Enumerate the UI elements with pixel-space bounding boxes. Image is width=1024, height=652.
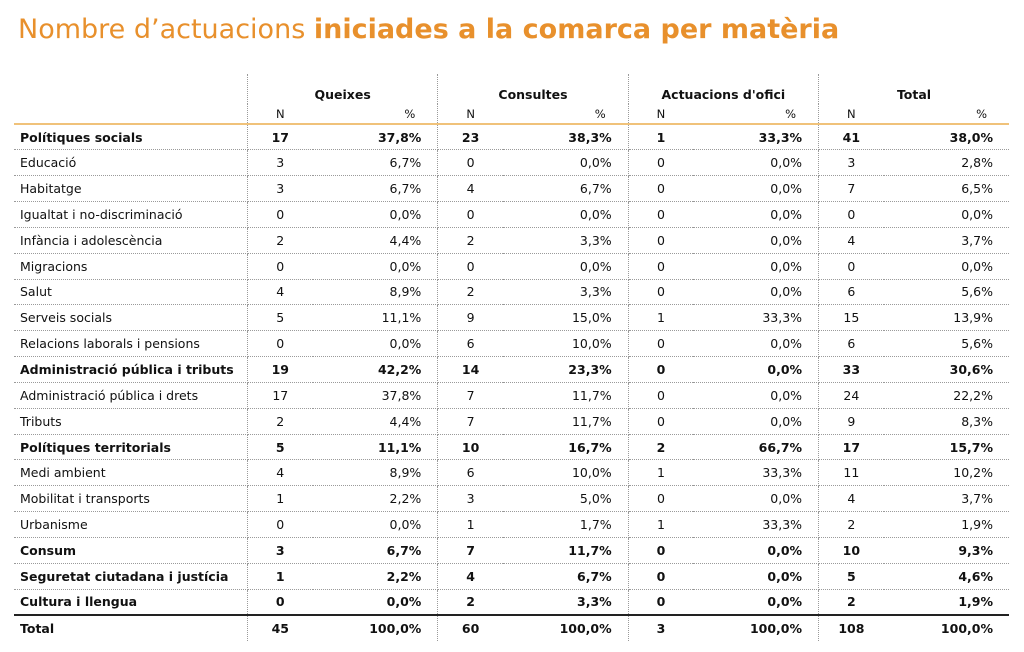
cell-total-n: 2 bbox=[819, 512, 884, 538]
cell-ofici-n: 0 bbox=[628, 589, 693, 615]
cell-consultes-n: 2 bbox=[438, 589, 503, 615]
row-label: Polítiques territorials bbox=[14, 434, 247, 460]
subheader-n: N bbox=[628, 104, 693, 124]
cell-consultes-pct: 0,0% bbox=[503, 253, 628, 279]
cell-total-n: 11 bbox=[819, 460, 884, 486]
cell-total-n: 0 bbox=[819, 202, 884, 228]
cell-total-pct: 10,2% bbox=[884, 460, 1009, 486]
table-row bbox=[14, 434, 1009, 460]
table-row bbox=[14, 305, 1009, 331]
cell-consultes-n: 6 bbox=[438, 460, 503, 486]
page-title-light: Nombre d’actuacions bbox=[18, 14, 314, 45]
cell-consultes-n: 14 bbox=[438, 357, 503, 383]
table-row bbox=[14, 589, 1009, 615]
cell-queixes-n: 17 bbox=[247, 124, 312, 150]
table-row bbox=[14, 202, 1009, 228]
cell-total-pct: 15,7% bbox=[884, 434, 1009, 460]
cell-queixes-pct: 4,4% bbox=[313, 227, 438, 253]
row-label: Administració pública i drets bbox=[14, 382, 247, 408]
cell-consultes-n: 1 bbox=[438, 512, 503, 538]
cell-total-pct: 5,6% bbox=[884, 279, 1009, 305]
cell-consultes-n: 60 bbox=[461, 620, 480, 636]
cell-total-pct: 5,6% bbox=[884, 331, 1009, 357]
cell-consultes-n: 10 bbox=[438, 434, 503, 460]
subheader-n: N bbox=[438, 104, 503, 124]
cell-total-pct: 0,0% bbox=[884, 253, 1009, 279]
row-label: Igualtat i no-discriminació bbox=[14, 202, 247, 228]
cell-consultes-pct: 23,3% bbox=[503, 357, 628, 383]
subheader-n: N bbox=[819, 104, 884, 124]
table-subheader-row bbox=[14, 104, 1009, 124]
cell-consultes-n: 7 bbox=[438, 538, 503, 564]
cell-queixes-pct: 4,4% bbox=[313, 408, 438, 434]
row-label: Salut bbox=[14, 279, 247, 305]
page-title bbox=[18, 14, 839, 45]
cell-total-n: 15 bbox=[819, 305, 884, 331]
cell-ofici-n: 3 bbox=[656, 620, 666, 636]
cell-consultes-pct: 15,0% bbox=[503, 305, 628, 331]
table-row bbox=[14, 331, 1009, 357]
table-row bbox=[14, 512, 1009, 538]
row-label: Habitatge bbox=[14, 176, 247, 202]
header-actuacions-ofici: Actuacions d'ofici bbox=[628, 74, 818, 104]
cell-total-pct: 0,0% bbox=[884, 202, 1009, 228]
cell-ofici-n: 0 bbox=[628, 202, 693, 228]
row-label: Cultura i llengua bbox=[14, 589, 247, 615]
cell-total-pct: 3,7% bbox=[884, 486, 1009, 512]
cell-total-pct: 2,8% bbox=[884, 150, 1009, 176]
cell-queixes-n: 3 bbox=[247, 176, 312, 202]
cell-ofici-n: 1 bbox=[628, 512, 693, 538]
cell-queixes-pct: 11,1% bbox=[313, 434, 438, 460]
cell-consultes-n: 4 bbox=[438, 563, 503, 589]
cell-total-pct: 6,5% bbox=[884, 176, 1009, 202]
cell-ofici-pct: 0,0% bbox=[693, 589, 818, 615]
cell-ofici-n: 0 bbox=[628, 563, 693, 589]
total-row bbox=[14, 615, 1009, 641]
header-total: Total bbox=[896, 87, 932, 102]
cell-consultes-pct: 6,7% bbox=[503, 176, 628, 202]
cell-queixes-n: 0 bbox=[247, 253, 312, 279]
table-row bbox=[14, 124, 1009, 150]
cell-queixes-n: 5 bbox=[247, 434, 312, 460]
cell-ofici-pct: 0,0% bbox=[693, 486, 818, 512]
cell-queixes-pct: 0,0% bbox=[313, 331, 438, 357]
cell-queixes-n: 3 bbox=[247, 538, 312, 564]
cell-queixes-pct: 8,9% bbox=[313, 460, 438, 486]
cell-total-n: 4 bbox=[819, 486, 884, 512]
cell-ofici-n: 0 bbox=[628, 486, 693, 512]
cell-total-n: 24 bbox=[819, 382, 884, 408]
cell-total-n: 5 bbox=[819, 563, 884, 589]
cell-ofici-pct: 0,0% bbox=[693, 176, 818, 202]
cell-total-pct: 38,0% bbox=[884, 124, 1009, 150]
cell-consultes-pct: 3,3% bbox=[503, 279, 628, 305]
cell-total-n: 6 bbox=[819, 331, 884, 357]
cell-queixes-pct: 37,8% bbox=[313, 124, 438, 150]
cell-ofici-pct: 100,0% bbox=[693, 615, 818, 641]
table-group-header-row bbox=[14, 74, 1009, 104]
cell-consultes-pct: 11,7% bbox=[503, 408, 628, 434]
cell-ofici-pct: 0,0% bbox=[693, 253, 818, 279]
cell-queixes-n: 1 bbox=[247, 486, 312, 512]
cell-consultes-pct: 100,0% bbox=[503, 615, 628, 641]
table-row bbox=[14, 176, 1009, 202]
row-label: Infància i adolescència bbox=[14, 227, 247, 253]
header-blank bbox=[14, 74, 247, 104]
table-row bbox=[14, 279, 1009, 305]
cell-total-pct: 4,6% bbox=[884, 563, 1009, 589]
cell-queixes-pct: 6,7% bbox=[313, 538, 438, 564]
cell-ofici-pct: 0,0% bbox=[693, 538, 818, 564]
cell-consultes-n: 2 bbox=[438, 279, 503, 305]
cell-consultes-n: 2 bbox=[438, 227, 503, 253]
table-row bbox=[14, 460, 1009, 486]
cell-queixes-pct: 6,7% bbox=[313, 150, 438, 176]
cell-total-n: 3 bbox=[819, 150, 884, 176]
cell-queixes-pct: 6,7% bbox=[313, 176, 438, 202]
cell-queixes-n: 4 bbox=[247, 279, 312, 305]
cell-ofici-n: 0 bbox=[628, 357, 693, 383]
cell-total-n: 6 bbox=[819, 279, 884, 305]
cell-total-n: 7 bbox=[819, 176, 884, 202]
table-row bbox=[14, 408, 1009, 434]
cell-queixes-n: 45 bbox=[271, 620, 289, 636]
cell-queixes-pct: 0,0% bbox=[313, 589, 438, 615]
cell-ofici-n: 0 bbox=[628, 331, 693, 357]
cell-ofici-pct: 33,3% bbox=[693, 512, 818, 538]
cell-ofici-pct: 0,0% bbox=[693, 150, 818, 176]
cell-queixes-n: 0 bbox=[247, 202, 312, 228]
table-row bbox=[14, 382, 1009, 408]
cell-total-n: 41 bbox=[819, 124, 884, 150]
cell-ofici-pct: 0,0% bbox=[693, 408, 818, 434]
cell-queixes-n: 17 bbox=[247, 382, 312, 408]
cell-ofici-pct: 66,7% bbox=[693, 434, 818, 460]
row-label: Mobilitat i transports bbox=[14, 486, 247, 512]
row-label: Medi ambient bbox=[14, 460, 247, 486]
cell-consultes-n: 7 bbox=[438, 408, 503, 434]
cell-total-pct: 1,9% bbox=[884, 589, 1009, 615]
row-label: Polítiques socials bbox=[14, 124, 247, 150]
cell-consultes-n: 4 bbox=[438, 176, 503, 202]
row-label: Administració pública i tributs bbox=[14, 357, 247, 383]
cell-ofici-pct: 0,0% bbox=[693, 382, 818, 408]
cell-queixes-n: 4 bbox=[247, 460, 312, 486]
statistics-table bbox=[14, 74, 1009, 641]
cell-queixes-pct: 0,0% bbox=[313, 253, 438, 279]
cell-queixes-n: 1 bbox=[247, 563, 312, 589]
table-row bbox=[14, 357, 1009, 383]
cell-queixes-n: 0 bbox=[247, 512, 312, 538]
table-row bbox=[14, 227, 1009, 253]
cell-queixes-pct: 0,0% bbox=[313, 512, 438, 538]
cell-ofici-pct: 33,3% bbox=[693, 460, 818, 486]
subheader-pct: % bbox=[884, 104, 1009, 124]
cell-total-n: 33 bbox=[819, 357, 884, 383]
header-consultes: Consultes bbox=[438, 74, 628, 104]
subheader-n: N bbox=[247, 104, 312, 124]
cell-queixes-n: 19 bbox=[247, 357, 312, 383]
table-row bbox=[14, 563, 1009, 589]
cell-queixes-pct: 11,1% bbox=[313, 305, 438, 331]
cell-total-pct: 30,6% bbox=[884, 357, 1009, 383]
cell-ofici-n: 2 bbox=[628, 434, 693, 460]
cell-total-n: 10 bbox=[819, 538, 884, 564]
cell-ofici-n: 0 bbox=[628, 279, 693, 305]
cell-total-n: 9 bbox=[819, 408, 884, 434]
cell-total-pct: 100,0% bbox=[940, 620, 993, 636]
cell-queixes-pct: 8,9% bbox=[313, 279, 438, 305]
cell-consultes-n: 9 bbox=[438, 305, 503, 331]
table-row bbox=[14, 150, 1009, 176]
cell-queixes-pct: 42,2% bbox=[313, 357, 438, 383]
row-label: Urbanisme bbox=[14, 512, 247, 538]
row-label: Consum bbox=[14, 538, 247, 564]
cell-consultes-pct: 16,7% bbox=[503, 434, 628, 460]
cell-consultes-pct: 0,0% bbox=[503, 202, 628, 228]
table-row bbox=[14, 253, 1009, 279]
cell-ofici-n: 0 bbox=[628, 227, 693, 253]
subheader-blank bbox=[14, 104, 247, 124]
cell-queixes-pct: 100,0% bbox=[313, 615, 438, 641]
cell-ofici-pct: 0,0% bbox=[693, 357, 818, 383]
cell-total-pct: 13,9% bbox=[884, 305, 1009, 331]
cell-ofici-n: 0 bbox=[628, 382, 693, 408]
cell-consultes-pct: 1,7% bbox=[503, 512, 628, 538]
cell-queixes-pct: 37,8% bbox=[313, 382, 438, 408]
cell-ofici-n: 0 bbox=[628, 538, 693, 564]
cell-consultes-n: 7 bbox=[438, 382, 503, 408]
cell-total-n: 2 bbox=[819, 589, 884, 615]
cell-ofici-n: 0 bbox=[628, 150, 693, 176]
total-label: Total bbox=[14, 615, 247, 641]
cell-consultes-pct: 3,3% bbox=[503, 227, 628, 253]
cell-ofici-pct: 33,3% bbox=[693, 124, 818, 150]
cell-queixes-n: 2 bbox=[247, 227, 312, 253]
cell-consultes-n: 3 bbox=[438, 486, 503, 512]
cell-consultes-pct: 6,7% bbox=[503, 563, 628, 589]
cell-total-n: 0 bbox=[819, 253, 884, 279]
cell-consultes-pct: 10,0% bbox=[503, 460, 628, 486]
table-body bbox=[14, 124, 1009, 641]
page-title-bold: iniciades a la comarca per matèria bbox=[313, 14, 840, 45]
cell-consultes-pct: 3,3% bbox=[503, 589, 628, 615]
cell-consultes-n: 23 bbox=[438, 124, 503, 150]
cell-queixes-pct: 2,2% bbox=[313, 563, 438, 589]
row-label: Serveis socials bbox=[14, 305, 247, 331]
cell-total-pct: 9,3% bbox=[884, 538, 1009, 564]
cell-total-n: 108 bbox=[838, 620, 865, 636]
cell-consultes-pct: 10,0% bbox=[503, 331, 628, 357]
cell-ofici-n: 1 bbox=[628, 460, 693, 486]
row-label: Educació bbox=[14, 150, 247, 176]
cell-consultes-n: 0 bbox=[438, 202, 503, 228]
cell-total-n: 17 bbox=[819, 434, 884, 460]
cell-consultes-pct: 11,7% bbox=[503, 382, 628, 408]
cell-total-n: 4 bbox=[819, 227, 884, 253]
cell-consultes-pct: 0,0% bbox=[503, 150, 628, 176]
cell-ofici-pct: 0,0% bbox=[693, 331, 818, 357]
table-row bbox=[14, 538, 1009, 564]
subheader-pct: % bbox=[503, 104, 628, 124]
subheader-pct: % bbox=[313, 104, 438, 124]
cell-queixes-n: 5 bbox=[247, 305, 312, 331]
cell-ofici-n: 0 bbox=[628, 408, 693, 434]
cell-queixes-pct: 2,2% bbox=[313, 486, 438, 512]
cell-consultes-n: 0 bbox=[438, 253, 503, 279]
cell-total-pct: 22,2% bbox=[884, 382, 1009, 408]
cell-ofici-pct: 33,3% bbox=[693, 305, 818, 331]
cell-ofici-n: 0 bbox=[628, 253, 693, 279]
cell-consultes-pct: 38,3% bbox=[503, 124, 628, 150]
cell-total-pct: 8,3% bbox=[884, 408, 1009, 434]
table-row bbox=[14, 486, 1009, 512]
cell-queixes-n: 0 bbox=[247, 589, 312, 615]
cell-queixes-pct: 0,0% bbox=[313, 202, 438, 228]
cell-ofici-pct: 0,0% bbox=[693, 279, 818, 305]
header-queixes: Queixes bbox=[247, 74, 437, 104]
cell-total-pct: 1,9% bbox=[884, 512, 1009, 538]
row-label: Migracions bbox=[14, 253, 247, 279]
cell-ofici-n: 0 bbox=[628, 176, 693, 202]
row-label: Relacions laborals i pensions bbox=[14, 331, 247, 357]
cell-consultes-n: 6 bbox=[438, 331, 503, 357]
cell-consultes-pct: 5,0% bbox=[503, 486, 628, 512]
cell-consultes-n: 0 bbox=[438, 150, 503, 176]
cell-consultes-pct: 11,7% bbox=[503, 538, 628, 564]
cell-queixes-n: 3 bbox=[247, 150, 312, 176]
row-label: Seguretat ciutadana i justícia bbox=[14, 563, 247, 589]
cell-ofici-n: 1 bbox=[628, 124, 693, 150]
cell-total-pct: 3,7% bbox=[884, 227, 1009, 253]
cell-queixes-n: 0 bbox=[247, 331, 312, 357]
row-label: Tributs bbox=[14, 408, 247, 434]
cell-ofici-pct: 0,0% bbox=[693, 563, 818, 589]
cell-queixes-n: 2 bbox=[247, 408, 312, 434]
subheader-pct: % bbox=[693, 104, 818, 124]
cell-ofici-pct: 0,0% bbox=[693, 227, 818, 253]
cell-ofici-pct: 0,0% bbox=[693, 202, 818, 228]
cell-ofici-n: 1 bbox=[628, 305, 693, 331]
